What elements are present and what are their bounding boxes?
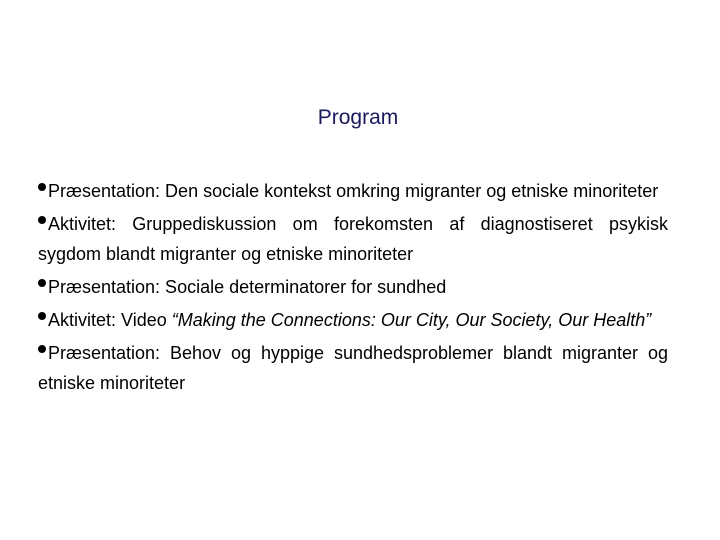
bullet-item-4 (38, 305, 668, 335)
bullet-item-1 (38, 176, 668, 206)
slide-title: Program (317, 106, 399, 129)
bullet-item-5 (38, 338, 668, 398)
bullet-text-2: Aktivitet: Gruppediskussion om forekomsten af diagnostiseret psykisk sygdom blandt migranter og etniske minoriteter (38, 214, 668, 264)
bullet-dot-icon (38, 312, 46, 320)
bullet-dot-icon (38, 216, 46, 224)
bullet-text-3: Præsentation: Sociale determinatorer for sundhed (48, 277, 447, 297)
bullet-text-4-prefix: Aktivitet: Video (48, 310, 172, 330)
bullet-dot-icon (38, 345, 46, 353)
bullet-item-3 (38, 272, 668, 302)
bullet-text-1: Præsentation: Den sociale kontekst omkring migranter og etniske minoriteter (48, 181, 659, 201)
bullet-dot-icon (38, 183, 46, 191)
bullet-list (38, 176, 668, 401)
bullet-dot-icon (38, 279, 46, 287)
bullet-text-4-video-title: “Making the Connections: Our City, Our Society, Our Health” (171, 310, 652, 330)
bullet-text-5: Præsentation: Behov og hyppige sundhedsproblemer blandt migranter og etniske minoriteter (38, 343, 668, 393)
bullet-item-2 (38, 209, 668, 269)
